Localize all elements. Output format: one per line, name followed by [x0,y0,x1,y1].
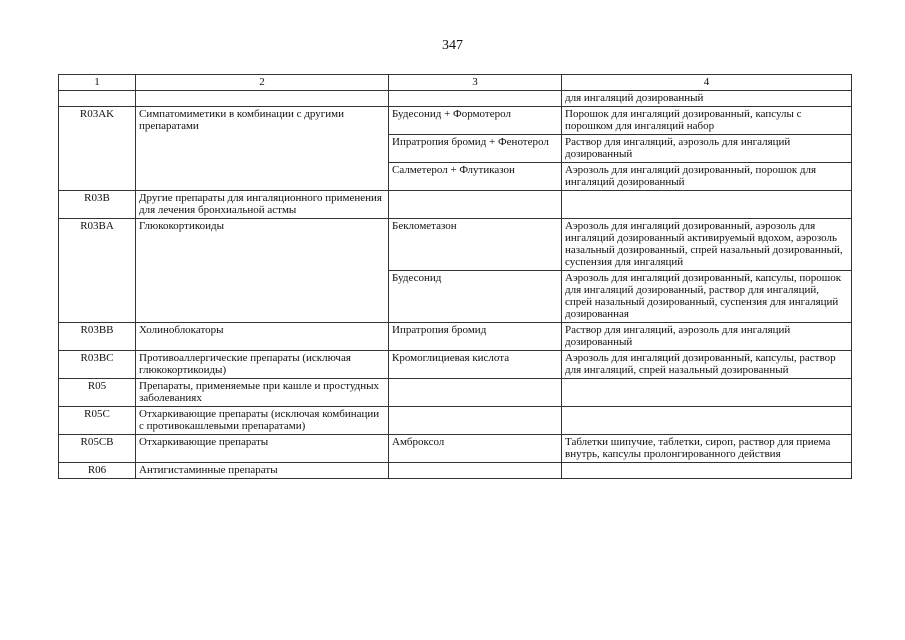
substance-cell: Ипратропия бромид [389,323,562,351]
dosage-forms-cell [562,463,852,479]
table-row [59,351,852,379]
continuation-forms-cell: для ингаляций дозированный [562,91,852,107]
substance-cell: Беклометазон [389,219,562,271]
dosage-forms-cell: Порошок для ингаляций дозированный, капсулы с порошком для ингаляций набор [562,107,852,135]
table-row [59,379,852,407]
continuation-substance-cell [389,91,562,107]
substance-cell: Амброксол [389,435,562,463]
dosage-forms-cell [562,407,852,435]
dosage-forms-cell [562,379,852,407]
atc-code-cell: R03BB [59,323,136,351]
group-name-cell: Антигистаминные препараты [136,463,389,479]
drug-table [58,74,852,479]
substance-cell [389,463,562,479]
atc-code-cell: R06 [59,463,136,479]
dosage-forms-cell: Раствор для ингаляций, аэрозоль для ингаляций дозированный [562,323,852,351]
header-col-2: 2 [136,75,389,91]
atc-code-cell: R03B [59,191,136,219]
group-name-cell: Холиноблокаторы [136,323,389,351]
table-row [59,463,852,479]
table-row [59,107,852,135]
group-name-cell: Препараты, применяемые при кашле и простудных заболеваниях [136,379,389,407]
atc-code-cell: R05CB [59,435,136,463]
substance-cell [389,191,562,219]
table-row [59,323,852,351]
group-name-cell: Другие препараты для ингаляционного применения для лечения бронхиальной астмы [136,191,389,219]
dosage-forms-cell: Аэрозоль для ингаляций дозированный, порошок для ингаляций дозированный [562,163,852,191]
substance-cell [389,379,562,407]
header-col-4: 4 [562,75,852,91]
table-row [59,219,852,271]
continuation-row [59,91,852,107]
group-name-cell: Отхаркивающие препараты (исключая комбинации с противокашлевыми препаратами) [136,407,389,435]
header-row [59,75,852,91]
group-name-cell: Глюкокортикоиды [136,219,389,323]
dosage-forms-cell: Аэрозоль для ингаляций дозированный, капсулы, порошок для ингаляций дозированный, раствор для ингаляций, спрей назальный дозированный, суспензия для ингаляций дозированная [562,271,852,323]
dosage-forms-cell [562,191,852,219]
dosage-forms-cell: Аэрозоль для ингаляций дозированный, капсулы, раствор для ингаляций, спрей назальный дозированный [562,351,852,379]
table-row [59,191,852,219]
atc-code-cell: R03BC [59,351,136,379]
table-row [59,435,852,463]
atc-code-cell: R05 [59,379,136,407]
atc-code-cell: R05C [59,407,136,435]
continuation-code-cell [59,91,136,107]
header-col-3: 3 [389,75,562,91]
atc-code-cell: R03AK [59,107,136,191]
continuation-name-cell [136,91,389,107]
group-name-cell: Отхаркивающие препараты [136,435,389,463]
table-row [59,407,852,435]
substance-cell: Ипратропия бромид + Фенотерол [389,135,562,163]
group-name-cell: Симпатомиметики в комбинации с другими препаратами [136,107,389,191]
page-number: 347 [442,38,463,53]
dosage-forms-cell: Таблетки шипучие, таблетки, сироп, раствор для приема внутрь, капсулы пролонгированного действия [562,435,852,463]
substance-cell: Кромоглициевая кислота [389,351,562,379]
header-col-1: 1 [59,75,136,91]
group-name-cell: Противоаллергические препараты (исключая глюкокортикоиды) [136,351,389,379]
dosage-forms-cell: Аэрозоль для ингаляций дозированный, аэрозоль для ингаляций дозированный активируемый вдохом, аэрозоль назальный дозированный, спрей назальный дозированный, суспензия для ингаляций [562,219,852,271]
substance-cell: Салметерол + Флутиказон [389,163,562,191]
atc-code-cell: R03BA [59,219,136,323]
substance-cell: Будесонид [389,271,562,323]
substance-cell [389,407,562,435]
substance-cell: Будесонид + Формотерол [389,107,562,135]
dosage-forms-cell: Раствор для ингаляций, аэрозоль для ингаляций дозированный [562,135,852,163]
